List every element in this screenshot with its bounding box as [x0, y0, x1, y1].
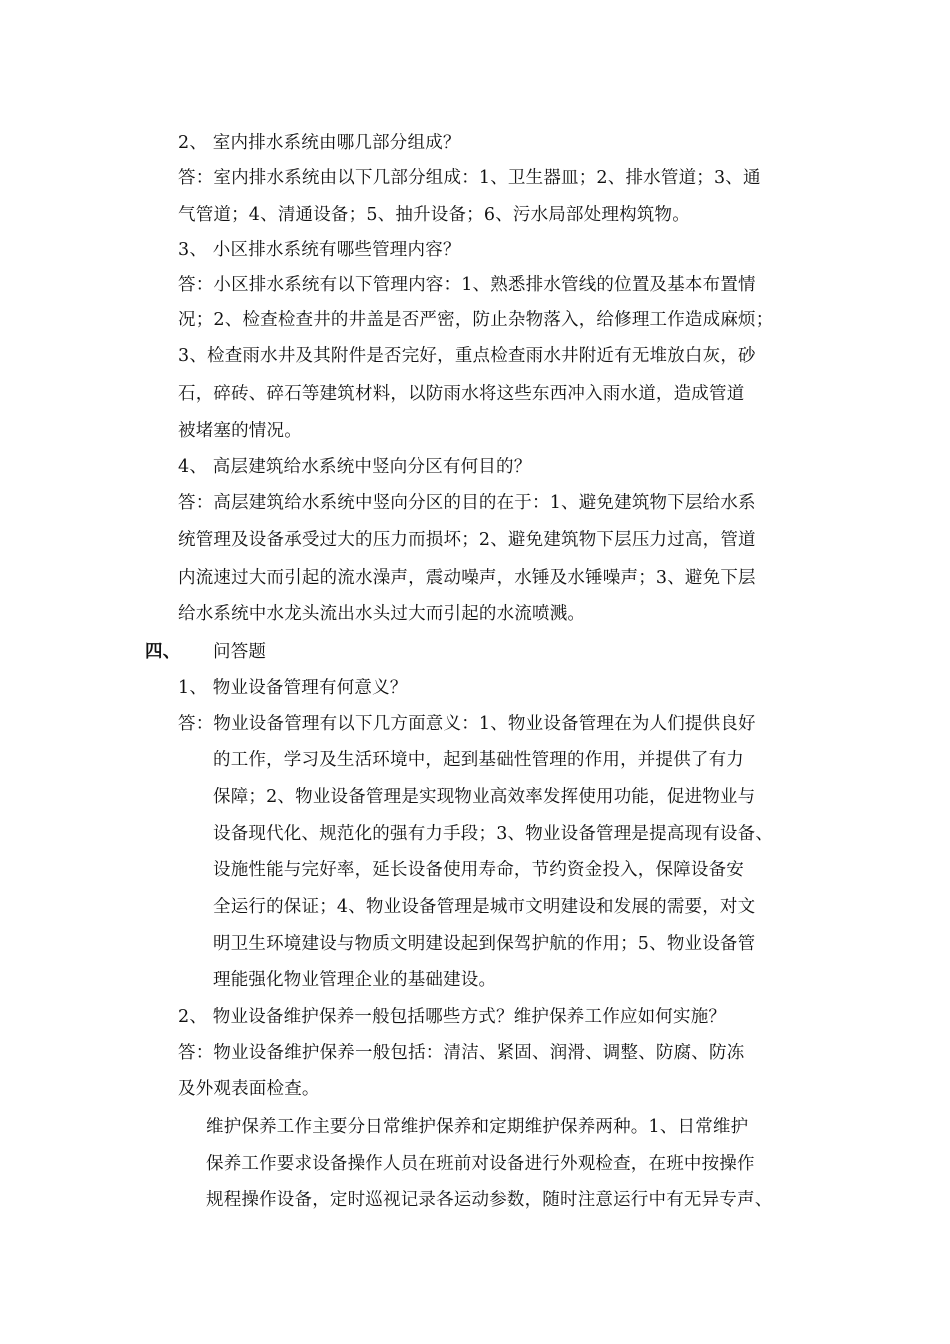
answer-1-line-5: 设施性能与完好率，延长设备使用寿命，节约资金投入，保障设备安 — [213, 860, 744, 880]
answer-3-line-3: 3、检查雨水井及其附件是否完好，重点检查雨水井附近有无堆放白灰，砂 — [178, 346, 756, 366]
answer-1-line-3: 保障；2、物业设备管理是实现物业高效率发挥使用功能，促进物业与 — [213, 787, 756, 807]
answer-1-line-4: 设备现代化、规范化的强有力手段；3、物业设备管理是提高现有设备、 — [213, 824, 774, 844]
answer-4-line-3: 内流速过大而引起的流水澡声，震动噪声，水锤及水锤噪声；3、避免下层 — [178, 568, 756, 588]
answer-2-line-2: 气管道；4、清通设备；5、抽升设备；6、污水局部处理构筑物。 — [178, 205, 690, 225]
answer-1-line-7: 明卫生环境建设与物质文明建设起到保驾护航的作用；5、物业设备管 — [213, 934, 756, 954]
answer-3-line-2: 况；2、检查检查井的井盖是否严密，防止杂物落入，给修理工作造成麻烦； — [178, 310, 774, 330]
answer-3-line-5: 被堵塞的情况。 — [178, 421, 302, 441]
section-number: 四、 — [145, 642, 181, 662]
question-2b-title: 2、 物业设备维护保养一般包括哪些方式？维护保养工作应如何实施？ — [178, 1007, 727, 1027]
answer-2b-line-1: 答：物业设备维护保养一般包括：清洁、紧固、润滑、调整、防腐、防冻 — [178, 1043, 745, 1063]
answer-3-line-1: 答：小区排水系统有以下管理内容：1、熟悉排水管线的位置及基本布置情 — [178, 275, 756, 295]
answer-1-line-1: 答：物业设备管理有以下几方面意义：1、物业设备管理在为人们提供良好 — [178, 714, 756, 734]
answer-1-line-6: 全运行的保证；4、物业设备管理是城市文明建设和发展的需要，对文 — [213, 897, 756, 917]
answer-2-line-1: 答：室内排水系统由以下几部分组成：1、卫生器皿；2、排水管道；3、通 — [178, 168, 761, 188]
question-4-title: 4、 高层建筑给水系统中竖向分区有何目的？ — [178, 457, 532, 477]
paragraph-line-1: 维护保养工作主要分日常维护保养和定期维护保养两种。1、日常维护 — [206, 1117, 749, 1137]
answer-2b-line-2: 及外观表面检查。 — [178, 1079, 320, 1099]
answer-1-line-2: 的工作，学习及生活环境中，起到基础性管理的作用，并提供了有力 — [213, 750, 744, 770]
section-title: 问答题 — [213, 642, 267, 662]
paragraph-line-2: 保养工作要求设备操作人员在班前对设备进行外观检查，在班中按操作 — [206, 1154, 755, 1174]
question-3-title: 3、 小区排水系统有哪些管理内容？ — [178, 240, 461, 260]
answer-4-line-1: 答：高层建筑给水系统中竖向分区的目的在于：1、避免建筑物下层给水系 — [178, 493, 756, 513]
answer-1-line-8: 理能强化物业管理企业的基础建设。 — [213, 970, 497, 990]
answer-4-line-4: 给水系统中水龙头流出水头过大而引起的水流喷溅。 — [178, 604, 586, 624]
question-1-title: 1、 物业设备管理有何意义？ — [178, 678, 408, 698]
answer-4-line-2: 统管理及设备承受过大的压力而损坏；2、避免建筑物下层压力过高，管道 — [178, 530, 756, 550]
paragraph-line-3: 规程操作设备，定时巡视记录各运动参数，随时注意运行中有无异专声、 — [206, 1190, 773, 1210]
answer-3-line-4: 石，碎砖、碎石等建筑材料，以防雨水将这些东西冲入雨水道，造成管道 — [178, 384, 745, 404]
question-2-title: 2、 室内排水系统由哪几部分组成？ — [178, 133, 461, 153]
